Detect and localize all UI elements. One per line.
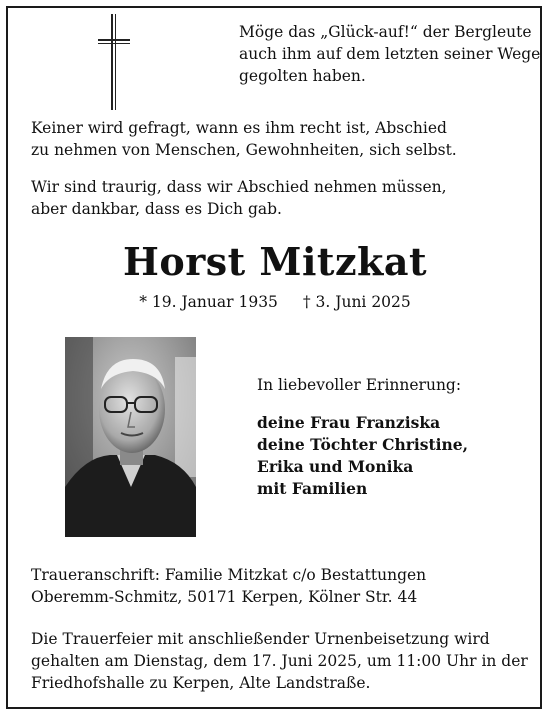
verse-line: zu nehmen von Menschen, Gewohnheiten, sich selbst. bbox=[31, 141, 457, 159]
verse-gratitude bbox=[31, 176, 447, 220]
memory-line: In liebevoller Erinnerung: bbox=[257, 376, 462, 394]
ceremony-line: gehalten am Dienstag, dem 17. Juni 2025, um 11:00 Uhr in der bbox=[31, 652, 528, 670]
verse-line: Wir sind traurig, dass wir Abschied nehmen müssen, bbox=[31, 178, 447, 196]
family-line: deine Frau Franziska bbox=[257, 413, 441, 432]
address-line: Oberemm-Schmitz, 50171 Kerpen, Kölner Str. 44 bbox=[31, 588, 418, 606]
miner-motto bbox=[239, 21, 540, 87]
family-list bbox=[257, 412, 468, 500]
verse-line: aber dankbar, dass es Dich gab. bbox=[31, 200, 282, 218]
birth-date: * 19. Januar 1935 bbox=[139, 293, 278, 311]
portrait-photo bbox=[65, 337, 196, 537]
ceremony-line: Friedhofshalle zu Kerpen, Alte Landstraße. bbox=[31, 674, 371, 692]
cross-icon bbox=[98, 14, 130, 110]
death-date: † 3. Juni 2025 bbox=[302, 293, 411, 311]
motto-line: auch ihm auf dem letzten seiner Wege bbox=[239, 45, 541, 63]
mourning-address bbox=[31, 564, 426, 608]
deceased-name: Horst Mitzkat bbox=[122, 239, 428, 284]
funeral-ceremony-info bbox=[31, 628, 528, 694]
address-line: Traueranschrift: Familie Mitzkat c/o Bestattungen bbox=[31, 566, 427, 584]
ceremony-line: Die Trauerfeier mit anschließender Urnenbeisetzung wird bbox=[31, 630, 490, 648]
family-line: mit Familien bbox=[257, 479, 368, 498]
family-line: Erika und Monika bbox=[257, 457, 414, 476]
verse-line: Keiner wird gefragt, wann es ihm recht ist, Abschied bbox=[31, 119, 447, 137]
motto-line: gegolten haben. bbox=[239, 67, 366, 85]
family-line: deine Töchter Christine, bbox=[257, 435, 469, 454]
verse-farewell bbox=[31, 117, 457, 161]
life-dates bbox=[0, 293, 550, 311]
motto-line: Möge das „Glück-auf!“ der Bergleute bbox=[239, 23, 532, 41]
